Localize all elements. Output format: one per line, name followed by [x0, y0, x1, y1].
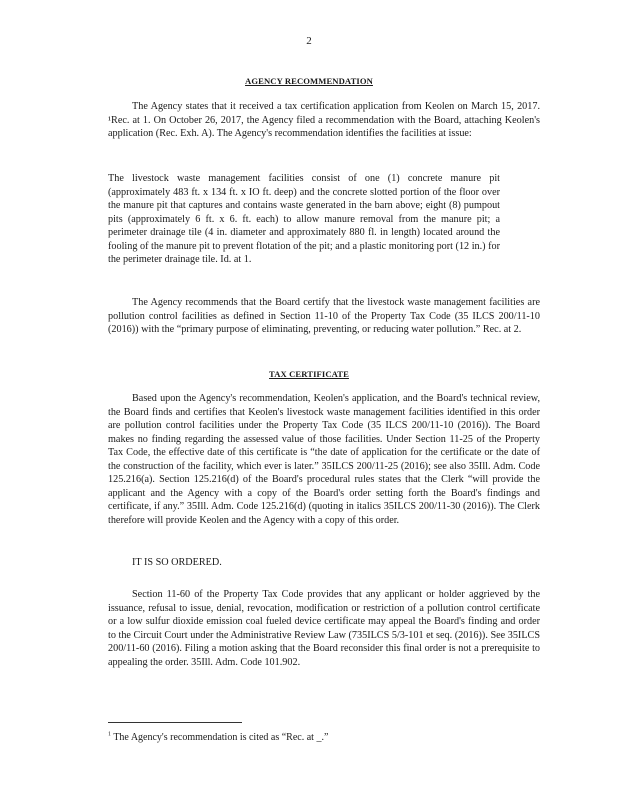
page-number: 2 [306, 35, 312, 47]
footnote [108, 731, 540, 745]
footnote-divider [108, 722, 242, 723]
block-quote-text: The livestock waste management facilities consist of one (1) concrete manure pit (approximately 483 ft. x 134 ft. x IO ft. deep) and the concrete slotted portion of the floor over the manure pit that captures and contains waste generated in the barn above; eight (8) pumpout pits (approximately 6 ft. x 6. ft. each) to allow manure removal from the manure pit; a perimeter drainage tile (4 in. diameter and approximately 880 fl. in length) located around the fooling of the manure pit to prevent flotation of the pit; and a plastic monitoring port (12 in.) for the perimeter drainage tile. [108, 173, 500, 265]
agency-recommendation-heading: AGENCY RECOMMENDATION [245, 76, 373, 86]
footnote-marker: 1 [108, 731, 111, 738]
agency-recommends-paragraph: The Agency recommends that the Board certify that the livestock waste management facilities are pollution control facilities as defined in Section 11-10 of the Property Tax Code (35 ILCS 200/11-10 (2016)) with the “primary purpose of eliminating, preventing, or reducing water pollution.” Rec. at 2. [108, 297, 540, 335]
agency-statement-paragraph: The Agency states that it received a tax certification application from Keolen on March 15, 2017. ¹Rec. at 1. On October 26, 2017, the Agency filed a recommendation with the Board, attaching Keolen's application (Rec. Exh. A). The Agency's recommendation identifies the facilities at issue: [108, 101, 540, 139]
tax-certificate-heading: TAX CERTIFICATE [269, 369, 349, 379]
order-statement: IT IS SO ORDERED. [132, 557, 222, 568]
footnote-text: The Agency's recommendation is cited as “Rec. at _.” [113, 732, 329, 743]
facilities-block-quote [108, 172, 500, 267]
appeal-rights-paragraph: Section 11-60 of the Property Tax Code provides that any applicant or holder aggrieved by the issuance, refusal to issue, denial, revocation, modification or restriction of a pollution control certificate or a low sulfur dioxide emission coal fueled device certificate may appeal the Board's finding and order to the Circuit Court under the Administrative Review Law (735ILCS 5/3-101 et seq. (2016)). See 35ILCS 200/11-60 (2016). Filing a motion asking that the Board reconsider this final order is not a prerequisite to appealing the order. 35Ill. Adm. Code 101.902. [108, 589, 540, 668]
board-findings-paragraph: Based upon the Agency's recommendation, Keolen's application, and the Board's technical review, the Board finds and certifies that Keolen's livestock waste management facilities identified in this order are pollution control facilities under the Property Tax Code (35 ILCS 200/11-10 (2016)). The Board makes no finding regarding the assessed value of those facilities. Under Section 11-25 of the Property Tax Code, the effective date of this certificate is “the date of application for the certificate or the date of the construction of the facility, which ever is later.” 35ILCS 200/11-25 (2016); see also 35Ill. Adm. Code 125.216(a). Section 125.216(d) of the Board's procedural rules states that the Clerk “will provide the applicant and the Agency with a copy of the Board's order setting forth the Board's findings and certificate, if any.” 35Ill. Adm. Code 125.216(d) (quoting in italics 35ILCS 200/11-30 (2016)). The Clerk therefore will provide Keolen and the Agency with a copy of this order. [108, 393, 540, 526]
block-quote-citation: Id. at 1. [220, 254, 252, 265]
